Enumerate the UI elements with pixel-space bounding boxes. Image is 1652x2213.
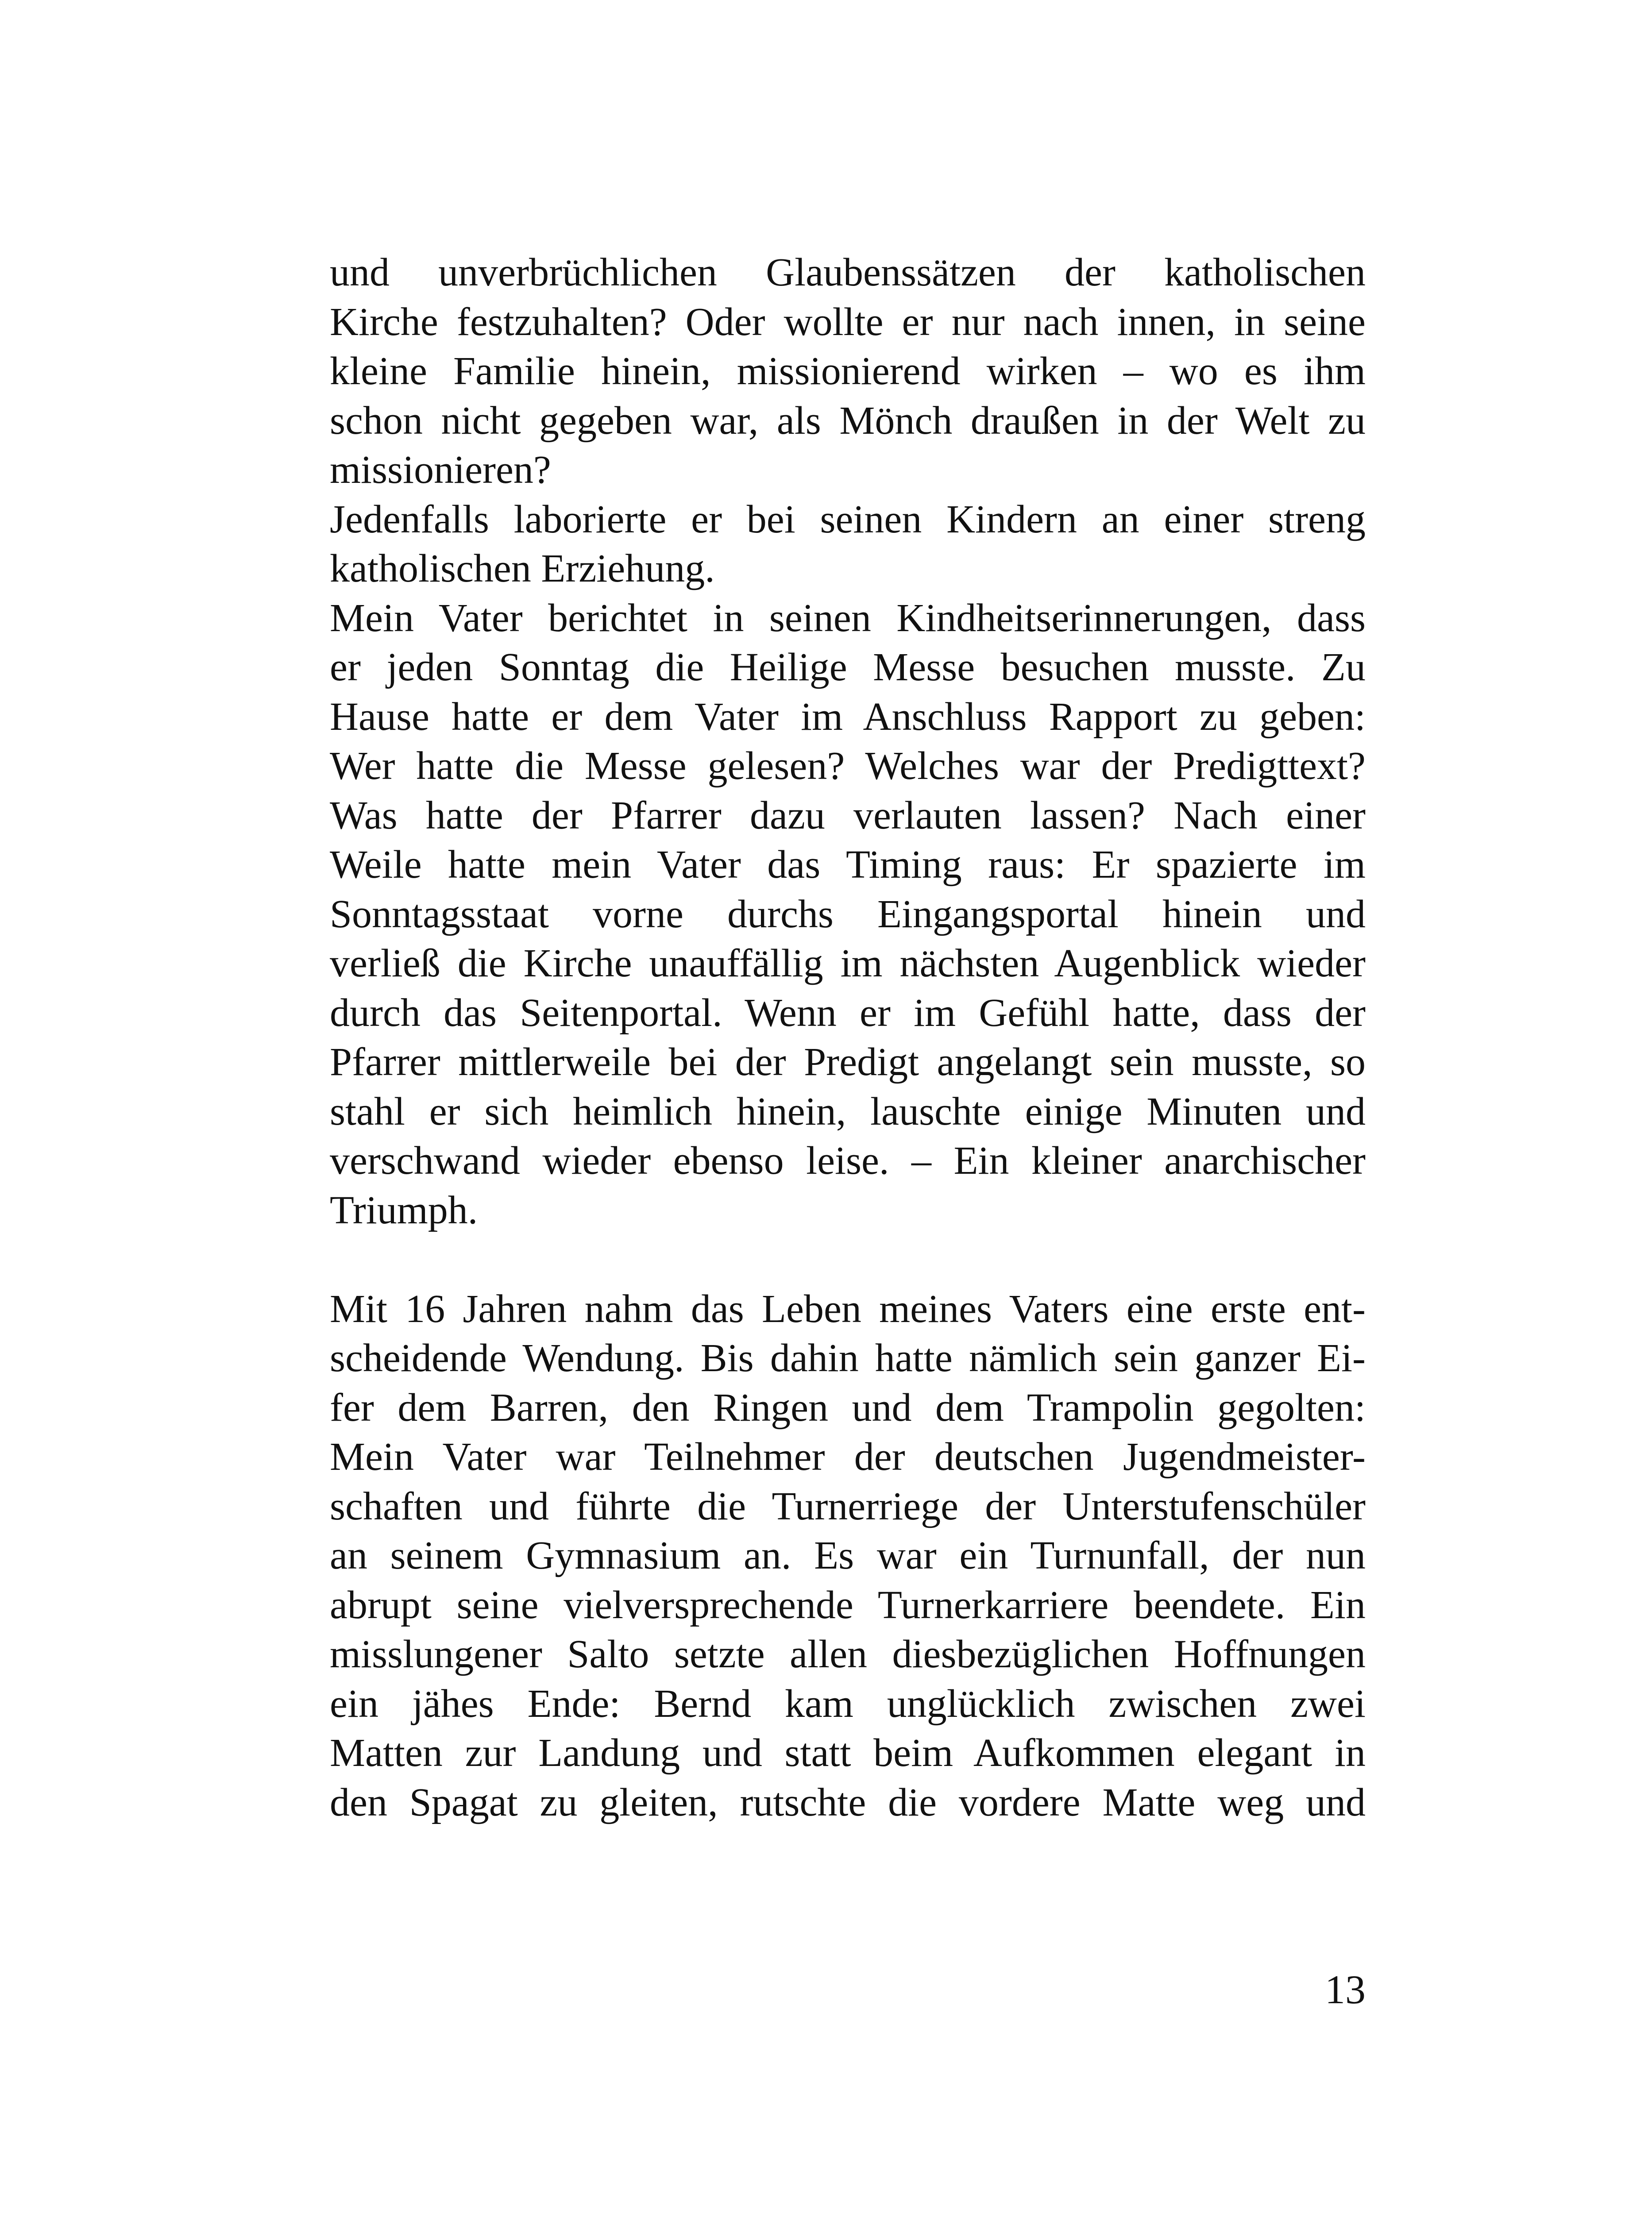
body-text — [330, 248, 1366, 1827]
paragraph-gap — [330, 1235, 1366, 1284]
text-line: Pfarrer mittlerweile bei der Predigt angelangt sein musste, so — [330, 1040, 1366, 1084]
text-line: Matten zur Landung und statt beim Aufkommen elegant in — [330, 1731, 1366, 1775]
text-line: durch das Seitenportal. Wenn er im Gefühl hatte, dass der — [330, 991, 1366, 1035]
text-line: an seinem Gymnasium an. Es war ein Turnunfall, der nun — [330, 1534, 1366, 1577]
text-line: er jeden Sonntag die Heilige Messe besuchen musste. Zu — [330, 645, 1366, 689]
text-line: Mein Vater war Teilnehmer der deutschen Jugendmeister- — [330, 1435, 1366, 1479]
text-line: scheidende Wendung. Bis dahin hatte nämlich sein ganzer Ei- — [330, 1336, 1366, 1380]
text-line: Weile hatte mein Vater das Timing raus: Er spazierte im — [330, 843, 1366, 887]
text-line: Hause hatte er dem Vater im Anschluss Rapport zu geben: — [330, 694, 1366, 739]
text-line: Mein Vater berichtet in seinen Kindheitserinnerungen, dass — [330, 596, 1366, 640]
text-line: Mit 16 Jahren nahm das Leben meines Vaters eine erste ent- — [330, 1287, 1366, 1331]
text-line: missionieren? — [330, 448, 551, 492]
text-line: schon nicht gegeben war, als Mönch draußen in der Welt zu — [330, 398, 1366, 443]
text-line: Kirche festzuhalten? Oder wollte er nur nach innen, in seine — [330, 300, 1366, 344]
text-line: Triumph. — [330, 1188, 478, 1232]
text-line: abrupt seine vielversprechende Turnerkarriere beendete. Ein — [330, 1583, 1366, 1627]
text-line: Wer hatte die Messe gelesen? Welches war der Predigttext? — [330, 744, 1366, 788]
text-line: fer dem Barren, den Ringen und dem Trampolin gegolten: — [330, 1385, 1366, 1430]
text-line: kleine Familie hinein, missionierend wirken – wo es ihm — [330, 349, 1366, 393]
text-line: den Spagat zu gleiten, rutschte die vordere Matte weg und — [330, 1780, 1366, 1824]
text-line: verließ die Kirche unauffällig im nächsten Augenblick wieder — [330, 941, 1366, 985]
text-line: Jedenfalls laborierte er bei seinen Kindern an einer streng — [330, 497, 1366, 541]
text-line: verschwand wieder ebenso leise. – Ein kleiner anarchischer — [330, 1139, 1366, 1183]
text-line: ein jähes Ende: Bernd kam unglücklich zwischen zwei — [330, 1681, 1366, 1726]
text-line: katholischen Erziehung. — [330, 547, 715, 590]
text-line: stahl er sich heimlich hinein, lauschte einige Minuten und — [330, 1089, 1366, 1133]
text-line: Was hatte der Pfarrer dazu verlauten lassen? Nach einer — [330, 793, 1366, 837]
text-line: und unverbrüchlichen Glaubenssätzen der katholischen — [330, 251, 1366, 294]
text-line: Sonntagsstaat vorne durchs Eingangsportal hinein und — [330, 892, 1366, 936]
text-line: misslungener Salto setzte allen diesbezüglichen Hoffnungen — [330, 1632, 1366, 1676]
text-line: schaften und führte die Turnerriege der Unterstufenschüler — [330, 1484, 1366, 1528]
page-number: 13 — [1325, 1967, 1366, 2012]
